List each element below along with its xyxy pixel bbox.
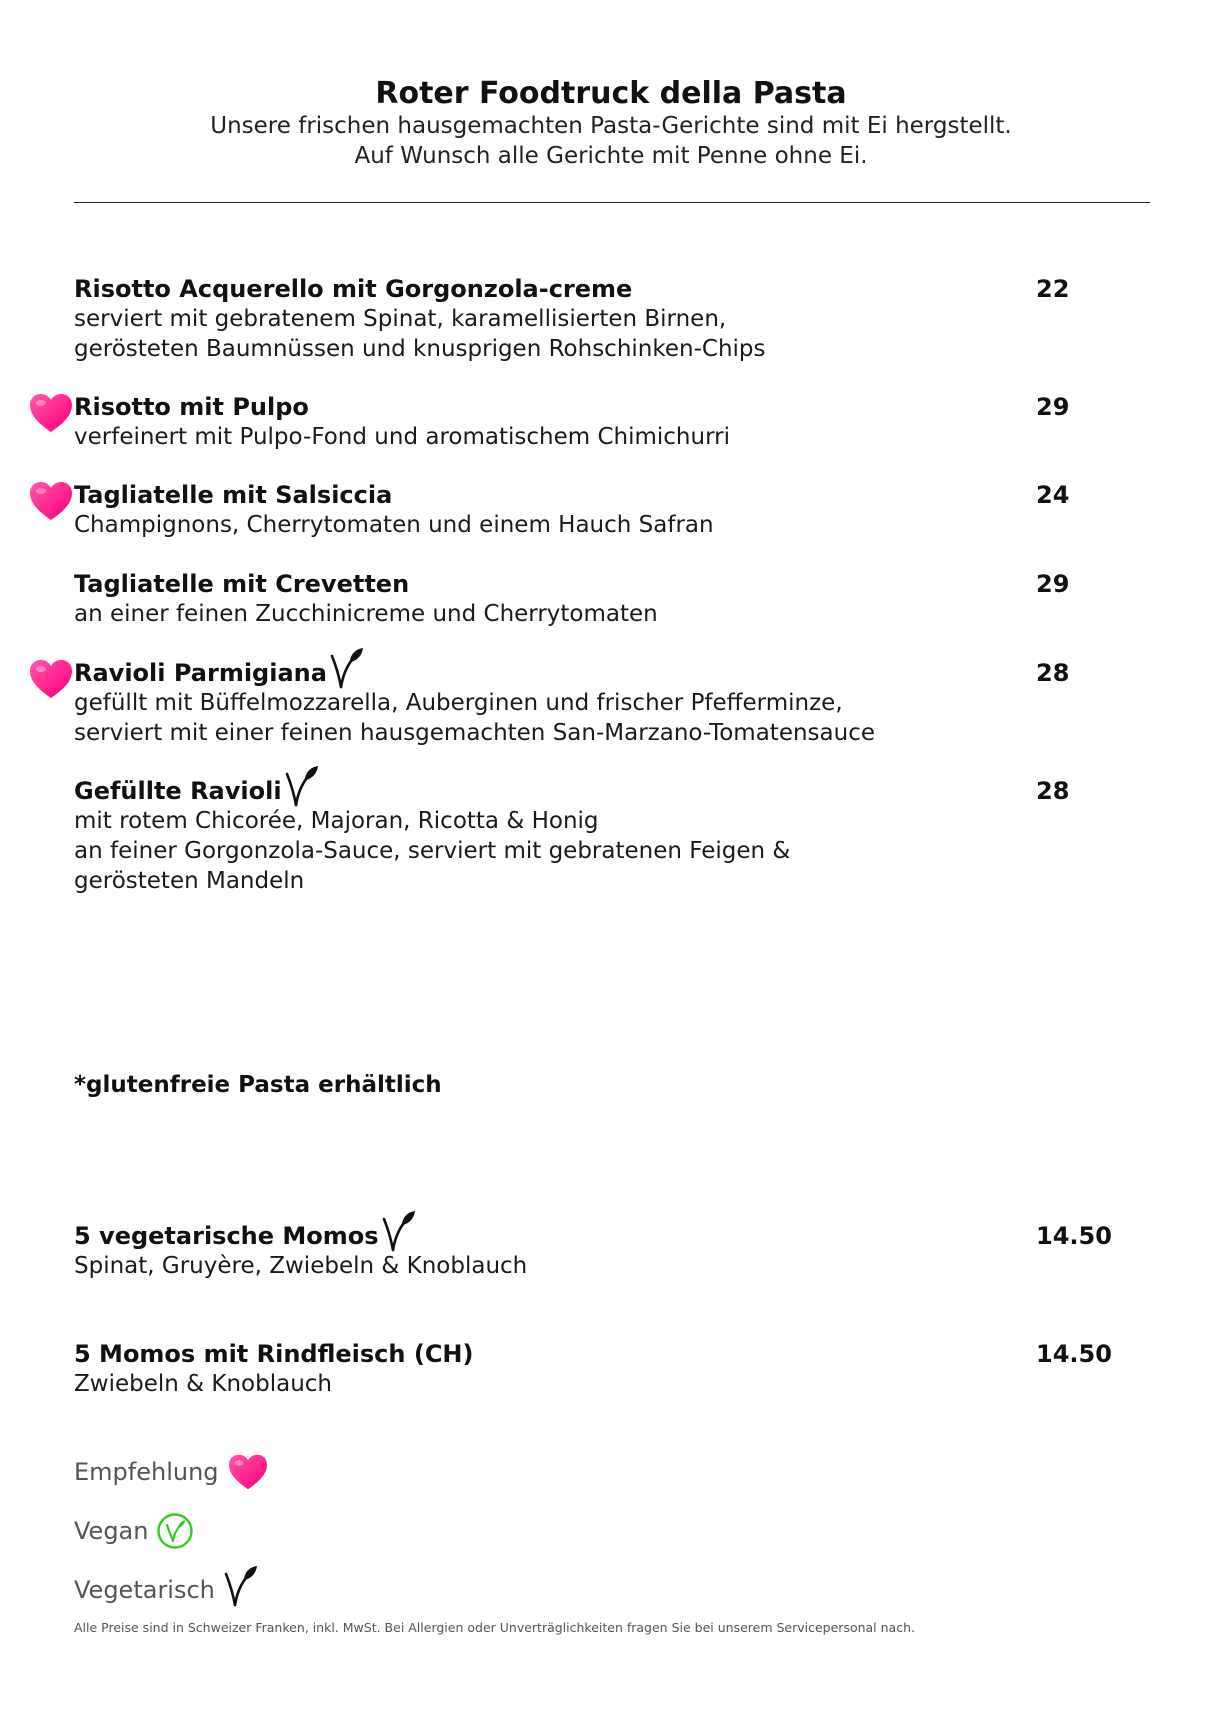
menu-item-name: Tagliatelle mit Salsiccia — [74, 481, 393, 509]
menu-item-desc: Zwiebeln & Knoblauch — [74, 1371, 332, 1397]
menu-item-name: Ravioli Parmigiana — [74, 659, 327, 687]
menu-item-desc: serviert mit gebratenem Spinat, karamellisierten Birnen, — [74, 306, 727, 332]
menu-item-name-row — [74, 776, 1134, 806]
menu-item-price: 14.50 — [1036, 1222, 1112, 1250]
menu-item-desc: gefüllt mit Büffelmozzarella, Auberginen und frischer Pfefferminze, — [74, 690, 843, 716]
menu-item-price: 29 — [1036, 393, 1070, 421]
vegetarian-icon — [329, 646, 365, 690]
menu-item-desc: an einer feinen Zucchinicreme und Cherrytomaten — [74, 601, 658, 627]
menu-item-name: Gefüllte Ravioli — [74, 777, 282, 805]
menu-item — [74, 274, 1134, 364]
menu-item-price: 14.50 — [1036, 1340, 1112, 1368]
menu-item-desc: gerösteten Mandeln — [74, 868, 305, 894]
menu-item-name: Tagliatelle mit Crevetten — [74, 570, 410, 598]
menu-item-desc: an feiner Gorgonzola-Sauce, serviert mit gebratenen Feigen & — [74, 838, 791, 864]
price-footnote: Alle Preise sind in Schweizer Franken, inkl. MwSt. Bei Allergien oder Unverträglichkeiten fragen Sie bei unserem Servicepersonal nach. — [74, 1620, 915, 1635]
menu-item — [74, 776, 1134, 896]
menu-item-price: 29 — [1036, 570, 1070, 598]
vegetarian-icon — [284, 764, 320, 808]
heart-icon — [28, 392, 74, 434]
heart-icon — [227, 1453, 269, 1491]
menu-item-desc: Spinat, Gruyère, Zwiebeln & Knoblauch — [74, 1253, 528, 1279]
menu-item-name: 5 vegetarische Momos — [74, 1222, 379, 1250]
menu-item — [74, 480, 1134, 540]
heart-icon — [28, 658, 74, 700]
menu-item — [74, 1339, 1134, 1399]
subtitle-line-1: Unsere frischen hausgemachten Pasta-Gerichte sind mit Ei hergstellt. — [210, 113, 1012, 139]
menu-item-price: 24 — [1036, 481, 1070, 509]
menu-item-name: Risotto mit Pulpo — [74, 393, 309, 421]
vegan-icon — [156, 1512, 194, 1550]
menu-item — [74, 569, 1134, 629]
vegetarian-icon — [223, 1564, 259, 1608]
menu-item — [74, 392, 1134, 452]
menu-item-price: 28 — [1036, 777, 1070, 805]
legend-recommendation — [74, 1454, 269, 1490]
menu-item-name-row — [74, 658, 1134, 688]
menu-item-desc: serviert mit einer feinen hausgemachten San-Marzano-Tomatensauce — [74, 720, 876, 746]
menu-item-desc: mit rotem Chicorée, Majoran, Ricotta & Honig — [74, 808, 599, 834]
vegetarian-icon — [381, 1209, 417, 1253]
menu-item-desc: gerösteten Baumnüssen und knusprigen Rohschinken-Chips — [74, 336, 766, 362]
menu-item-desc: verfeinert mit Pulpo-Fond und aromatischem Chimichurri — [74, 424, 730, 450]
page-title: Roter Foodtruck della Pasta — [375, 76, 847, 111]
legend-vegan — [74, 1513, 194, 1549]
menu-item-price: 28 — [1036, 659, 1070, 687]
header-divider — [74, 202, 1150, 203]
menu-item-name: 5 Momos mit Rindfleisch (CH) — [74, 1340, 474, 1368]
legend-label: Empfehlung — [74, 1458, 219, 1486]
subtitle-line-2: Auf Wunsch alle Gerichte mit Penne ohne Ei. — [354, 143, 868, 169]
menu-item-desc: Champignons, Cherrytomaten und einem Hauch Safran — [74, 512, 714, 538]
legend-label: Vegan — [74, 1517, 149, 1545]
menu-item-name-row — [74, 1221, 1134, 1251]
heart-icon — [28, 480, 74, 522]
legend-label: Vegetarisch — [74, 1576, 215, 1604]
menu-item — [74, 658, 1134, 748]
menu-item — [74, 1221, 1134, 1281]
gluten-note: *glutenfreie Pasta erhältlich — [74, 1072, 442, 1098]
legend-vegetarian — [74, 1572, 259, 1608]
menu-item-price: 22 — [1036, 275, 1070, 303]
menu-item-name: Risotto Acquerello mit Gorgonzola-creme — [74, 275, 633, 303]
